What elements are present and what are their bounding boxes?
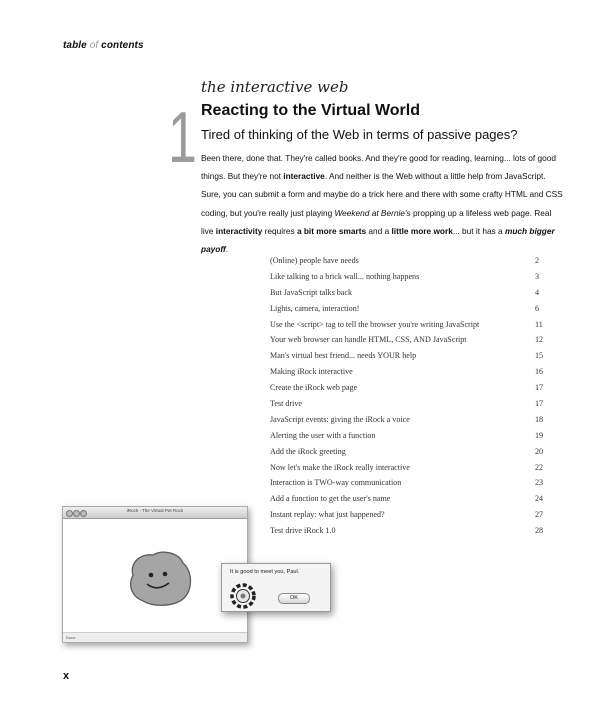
toc-entry-page: 17 <box>535 383 544 393</box>
toc-entry <box>270 348 555 364</box>
toc-entry-title: JavaScript events: giving the iRock a voice <box>270 414 410 424</box>
toc-entry-title: Lights, camera, interaction! <box>270 303 360 313</box>
chapter-number: 1 <box>168 98 197 178</box>
toc-entry-page: 17 <box>535 399 544 409</box>
toc-entry <box>270 428 555 444</box>
header-word-contents: contents <box>101 40 144 51</box>
gear-icon <box>230 583 256 609</box>
toc-entry-page: 24 <box>535 494 544 504</box>
intro-emphasis: a bit more smarts <box>296 225 367 236</box>
toc-entry-page: 4 <box>535 287 540 297</box>
intro-emphasis: much bigger payoff <box>201 225 555 255</box>
running-header <box>63 40 144 51</box>
toc-entry-page: 3 <box>535 271 540 281</box>
chapter-kicker: the interactive web <box>201 78 349 96</box>
toc-entry-page: 27 <box>535 510 544 520</box>
intro-text: . <box>225 244 229 255</box>
toc-entry <box>270 444 555 460</box>
toc-entry-title: Add the iRock greeting <box>270 446 346 456</box>
intro-text: propping up a lifeless web page. Real live <box>201 207 552 236</box>
intro-heading: Tired of thinking of the Web in terms of passive pages? <box>201 127 518 142</box>
intro-text: and a <box>366 225 392 236</box>
intro-text: Been there, done that. They're called books. And they're good for reading, learning... lots of good things. But they're not <box>201 153 556 182</box>
page-number: x <box>63 670 70 682</box>
toc-entry-title: (Online) people have needs <box>270 256 359 265</box>
toc-entry <box>270 285 555 301</box>
toc-entry-title: Interaction is TWO-way communication <box>270 478 402 488</box>
intro-text: requires <box>262 225 297 236</box>
toc-entry <box>270 364 555 380</box>
ok-button[interactable]: OK <box>278 593 310 604</box>
toc-entry-page: 6 <box>535 303 540 313</box>
toc-entry-title: But JavaScript talks back <box>270 287 353 297</box>
toc-entry-title: Test drive <box>270 399 303 409</box>
browser-title: iRock - The Virtual Pet Rock <box>126 508 184 513</box>
toc-entry <box>270 269 555 285</box>
toc-entry-page: 19 <box>535 430 544 440</box>
toc-entry-page: 2 <box>535 256 540 265</box>
toc-entry <box>270 317 555 333</box>
toc-entry <box>270 507 555 523</box>
toc-entry <box>270 460 555 476</box>
toc-entry-title: Your web browser can handle HTML, CSS, AND JavaScript <box>270 335 467 345</box>
toc-entry-title: Making iRock interactive <box>270 367 353 377</box>
toc-entry <box>270 301 555 317</box>
intro-text: . And neither is the Web without a little help from JavaScript. Sure, you can submit a form and maybe do a trick here and there with some crafty HTML and CSS coding, but you're really just playing <box>201 171 563 218</box>
dialog-message: It is good to meet you, Paul. <box>230 569 300 575</box>
toc-entry-page: 22 <box>535 462 544 472</box>
pet-rock-icon <box>123 547 195 609</box>
alert-dialog <box>221 563 331 612</box>
intro-text: ... but it has a <box>452 225 505 236</box>
header-word-table: table <box>63 40 87 51</box>
intro-emphasis: interactivity <box>215 225 263 236</box>
header-word-of: of <box>89 40 99 51</box>
toc-entry-page: 28 <box>535 526 544 536</box>
toc-entry-page: 15 <box>535 351 544 361</box>
intro-emphasis: interactive <box>283 171 325 182</box>
toc-entry <box>270 380 555 396</box>
toc-entry <box>270 253 555 269</box>
toc-entry <box>270 412 555 428</box>
toc-entry <box>270 491 555 507</box>
toc-entry-title: Test drive iRock 1.0 <box>270 526 336 536</box>
toc-entry-title: Create the iRock web page <box>270 383 358 393</box>
toc-entry-title: Alerting the user with a function <box>270 430 376 440</box>
toc-entry-page: 18 <box>535 414 544 424</box>
intro-emphasis: little more work <box>391 225 453 236</box>
status-text: Done <box>66 635 76 640</box>
toc-entry-page: 16 <box>535 367 544 377</box>
toc-entry-title: Now let's make the iRock really interactive <box>270 462 410 472</box>
toc-entry-title: Add a function to get the user's name <box>270 494 391 504</box>
toc-entry-title: Man's virtual best friend... needs YOUR help <box>270 351 417 361</box>
toc-entry-title: Use the <script> tag to tell the browser you're writing JavaScript <box>270 319 480 329</box>
chapter-title: Reacting to the Virtual World <box>201 102 420 119</box>
toc-entry-page: 11 <box>535 319 543 329</box>
toc-entry <box>270 523 555 539</box>
toc-entry-page: 23 <box>535 478 544 488</box>
toc-entry-title: Instant replay: what just happened? <box>270 510 385 520</box>
toc-entry-page: 20 <box>535 446 544 456</box>
toc-entry-page: 12 <box>535 335 544 345</box>
toc-entry <box>270 332 555 348</box>
toc-entry <box>270 475 555 491</box>
toc-entry-title: Like talking to a brick wall... nothing happens <box>270 271 420 281</box>
intro-emphasis: Weekend at Bernie's <box>334 207 411 218</box>
toc-list <box>270 253 555 539</box>
browser-statusbar <box>63 632 247 642</box>
browser-titlebar <box>63 507 247 519</box>
toc-entry <box>270 396 555 412</box>
intro-paragraph <box>201 149 566 258</box>
